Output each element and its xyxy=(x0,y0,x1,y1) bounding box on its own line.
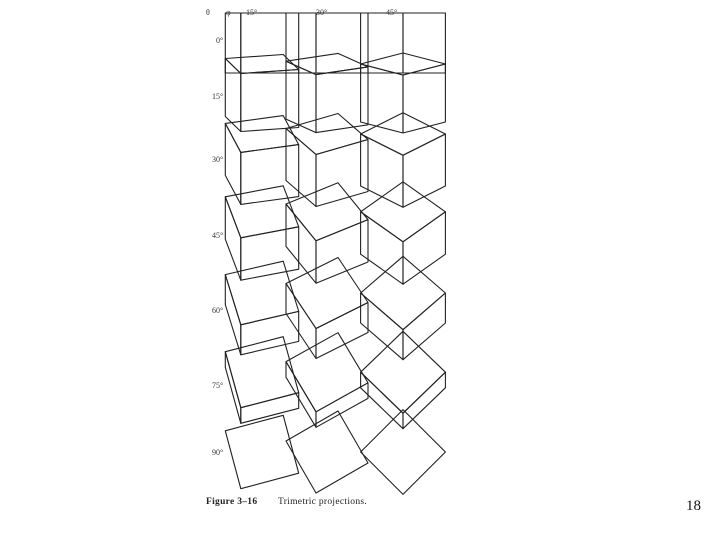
cube-face xyxy=(403,293,445,360)
cube-projection xyxy=(225,415,298,488)
cube-face xyxy=(241,13,299,73)
cube-face xyxy=(241,70,299,132)
row-label: 60° xyxy=(212,306,224,315)
cube-face xyxy=(361,212,403,284)
cube-face xyxy=(361,13,403,73)
cube-face xyxy=(241,227,299,280)
row-label: 0° xyxy=(216,36,224,45)
cube-projection xyxy=(225,116,298,205)
cube-projection xyxy=(225,261,298,355)
column-label: 30° xyxy=(316,8,328,17)
cube-face xyxy=(403,64,445,133)
cube-face xyxy=(286,61,316,132)
phi-symbol: φ xyxy=(226,8,231,17)
cube-face xyxy=(316,383,368,428)
cube-face xyxy=(241,145,299,205)
cube-face xyxy=(225,123,241,204)
figure-title: Trimetric projections. xyxy=(277,497,368,507)
cube-face xyxy=(241,311,299,354)
cube-projection xyxy=(286,333,368,428)
row-label: 90° xyxy=(212,448,224,457)
figure-caption xyxy=(206,497,367,507)
cube-projection xyxy=(361,13,446,73)
cube-face xyxy=(286,411,368,493)
row-label: 45° xyxy=(212,231,224,240)
cube-face xyxy=(225,197,241,280)
cube-face xyxy=(403,212,445,284)
column-label: 15° xyxy=(246,8,258,17)
cube-face xyxy=(286,13,316,73)
cube-face xyxy=(225,13,241,73)
cube-projection xyxy=(286,411,368,493)
cube-face xyxy=(403,372,445,429)
cube-face xyxy=(225,337,298,408)
cube-projection xyxy=(225,13,298,73)
cube-face xyxy=(286,129,316,207)
row-label: 75° xyxy=(212,381,224,390)
cube-face xyxy=(225,415,298,488)
column-label: 45° xyxy=(386,8,398,17)
cube-face xyxy=(403,13,445,73)
row-label: 15° xyxy=(212,92,224,101)
cube-face xyxy=(225,116,298,153)
cube-face xyxy=(225,352,241,424)
cube-face xyxy=(225,59,241,132)
cube-face xyxy=(225,275,241,355)
cube-face xyxy=(225,186,298,238)
figure-number: Figure 3–16 xyxy=(206,497,258,507)
theta-symbol: θ xyxy=(206,8,210,17)
cube-face xyxy=(361,64,403,133)
cube-projection xyxy=(286,258,368,359)
page-number: 18 xyxy=(686,498,701,514)
row-label: 30° xyxy=(212,155,224,164)
